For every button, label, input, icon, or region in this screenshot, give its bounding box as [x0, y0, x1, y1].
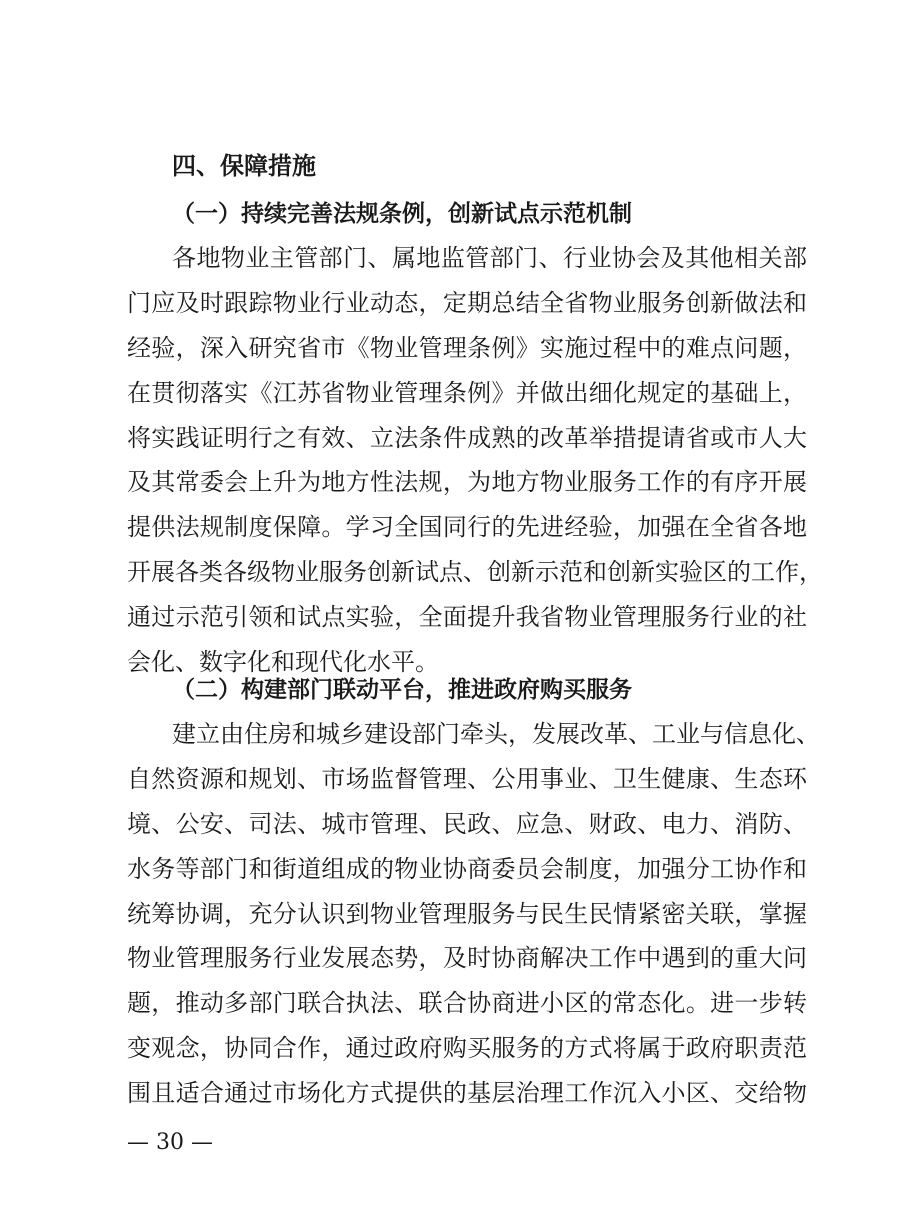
paragraph-line: 及其常委会上升为地方性法规，为地方物业服务工作的有序开展	[127, 468, 807, 497]
paragraph-line: 各地物业主管部门、属地监管部门、行业协会及其他相关部	[172, 244, 807, 272]
paragraph-line: 题，推动多部门联合执法、联合协商进小区的常态化。进一步转	[127, 989, 807, 1018]
subsection-1-heading: （一）持续完善法规条例，创新试点示范机制	[172, 200, 632, 227]
paragraph-line: 境、公安、司法、城市管理、民政、应急、财政、电力、消防、	[127, 809, 807, 838]
paragraph-line: 在贯彻落实《江苏省物业管理条例》并做出细化规定的基础上，	[127, 378, 807, 407]
page-number: — 30 —	[127, 1130, 213, 1155]
subsection-2-heading: （二）构建部门联动平台，推进政府购买服务	[172, 676, 632, 703]
section-heading: 四、保障措施	[172, 152, 316, 180]
paragraph-line: 通过示范引领和试点实验，全面提升我省物业管理服务行业的社	[127, 603, 807, 632]
paragraph-line: 统筹协调，充分认识到物业管理服务与民生民情紧密关联，掌握	[127, 899, 807, 928]
paragraph-line: 物业管理服务行业发展态势，及时协商解决工作中遇到的重大问	[127, 944, 807, 973]
paragraph-line: 门应及时跟踪物业行业动态，定期总结全省物业服务创新做法和	[127, 288, 807, 317]
subsection-1-paragraph	[127, 236, 823, 685]
paragraph-line: 经验，深入研究省市《物业管理条例》实施过程中的难点问题，	[127, 333, 807, 362]
paragraph-line: 自然资源和规划、市场监督管理、公用事业、卫生健康、生态环	[127, 764, 807, 793]
paragraph-line: 建立由住房和城乡建设部门牵头，发展改革、工业与信息化、	[172, 720, 820, 748]
paragraph-line: 开展各类各级物业服务创新试点、创新示范和创新实验区的工作，	[127, 558, 823, 587]
paragraph-line: 会化、数字化和现代化水平。	[127, 648, 439, 677]
paragraph-line: 变观念，协同合作，通过政府购买服务的方式将属于政府职责范	[127, 1034, 807, 1063]
paragraph-line: 围且适合通过市场化方式提供的基层治理工作沉入小区、交给物	[127, 1079, 807, 1108]
paragraph-line: 提供法规制度保障。学习全国同行的先进经验，加强在全省各地	[127, 513, 807, 542]
paragraph-line: 将实践证明行之有效、立法条件成熟的改革举措提请省或市人大	[127, 423, 807, 452]
paragraph-line: 水务等部门和街道组成的物业协商委员会制度，加强分工协作和	[127, 854, 807, 883]
subsection-2-paragraph	[127, 712, 820, 1116]
